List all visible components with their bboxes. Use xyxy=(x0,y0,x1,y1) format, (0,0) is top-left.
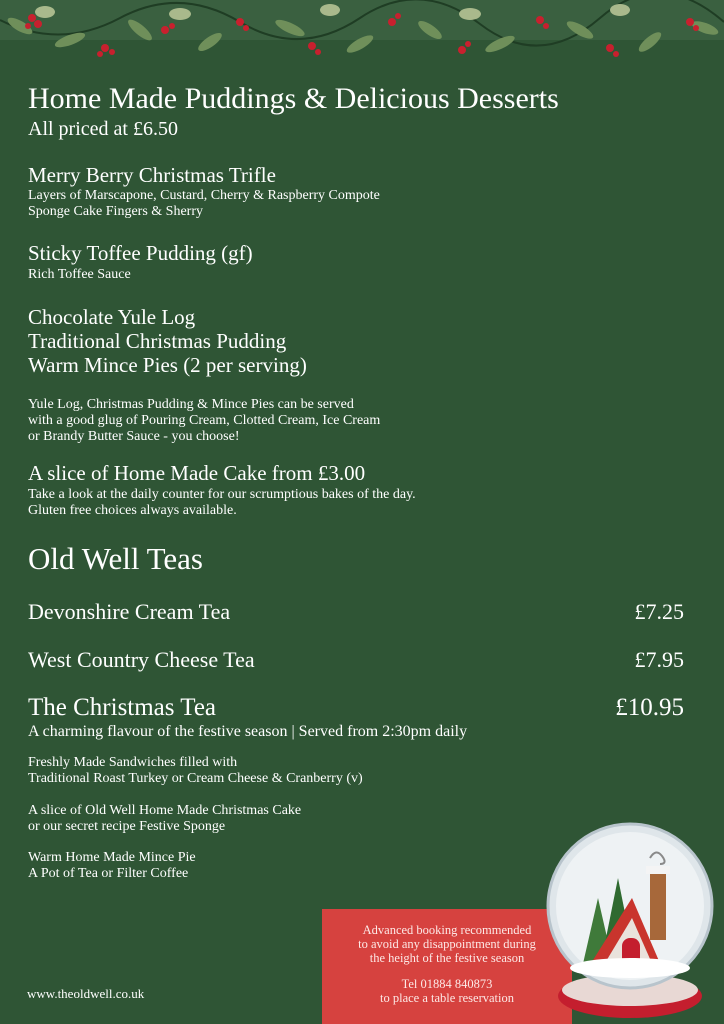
holly-garland-icon xyxy=(0,0,724,68)
teas-title: Old Well Teas xyxy=(28,541,203,576)
mince-pie-line2: A Pot of Tea or Filter Coffee xyxy=(28,866,189,881)
trifle-name: Merry Berry Christmas Trifle xyxy=(28,163,276,187)
cheese-tea-price: £7.95 xyxy=(634,647,684,672)
dessert-mince-pies: Warm Mince Pies (2 per serving) xyxy=(28,353,307,377)
trifle-desc-line1: Layers of Marscapone, Custard, Cherry & Raspberry Compote xyxy=(28,188,380,203)
mince-pie-line1: Warm Home Made Mince Pie xyxy=(28,850,196,865)
trifle-desc-line2: Sponge Cake Fingers & Sherry xyxy=(28,204,203,219)
page-subtitle: All priced at £6.50 xyxy=(28,118,178,140)
serve-note-line3: or Brandy Butter Sauce - you choose! xyxy=(28,429,240,444)
christmas-tea-name: The Christmas Tea xyxy=(28,694,217,721)
sandwich-line2: Traditional Roast Turkey or Cream Cheese & Cranberry (v) xyxy=(28,771,363,786)
page-title: Home Made Puddings & Delicious Desserts xyxy=(28,82,559,115)
cake-line2: Gluten free choices always available. xyxy=(28,503,237,518)
sandwich-line1: Freshly Made Sandwiches filled with xyxy=(28,755,238,770)
toffee-desc: Rich Toffee Sauce xyxy=(28,267,131,282)
booking-message: Advanced booking recommended to avoid any disappointment during the height of the festive season xyxy=(358,923,536,965)
toffee-name: Sticky Toffee Pudding (gf) xyxy=(28,241,253,265)
christmas-tea-tagline: A charming flavour of the festive season | Served from 2:30pm daily xyxy=(28,723,468,740)
dessert-yule-log: Chocolate Yule Log xyxy=(28,305,196,329)
devonshire-tea-name: Devonshire Cream Tea xyxy=(28,599,231,624)
dessert-christmas-pudding: Traditional Christmas Pudding xyxy=(28,329,287,353)
booking-phone: Tel 01884 840873 to place a table reservation xyxy=(380,977,514,1005)
website-link[interactable]: www.theoldwell.co.uk xyxy=(27,986,145,1001)
cheese-tea-name: West Country Cheese Tea xyxy=(28,647,255,672)
christmas-cake-line1: A slice of Old Well Home Made Christmas Cake xyxy=(28,803,302,818)
serve-note-line1: Yule Log, Christmas Pudding & Mince Pies can be served xyxy=(28,397,354,412)
christmas-tea-price: £10.95 xyxy=(615,694,684,721)
serve-note-line2: with a good glug of Pouring Cream, Clotted Cream, Ice Cream xyxy=(28,413,381,428)
booking-notice xyxy=(322,909,572,1024)
christmas-cake-line2: or our secret recipe Festive Sponge xyxy=(28,819,226,834)
cake-line1: Take a look at the daily counter for our scrumptious bakes of the day. xyxy=(28,487,416,502)
devonshire-tea-price: £7.25 xyxy=(634,599,684,624)
snow-globe-icon xyxy=(542,818,718,1022)
cake-name: A slice of Home Made Cake from £3.00 xyxy=(28,461,366,485)
